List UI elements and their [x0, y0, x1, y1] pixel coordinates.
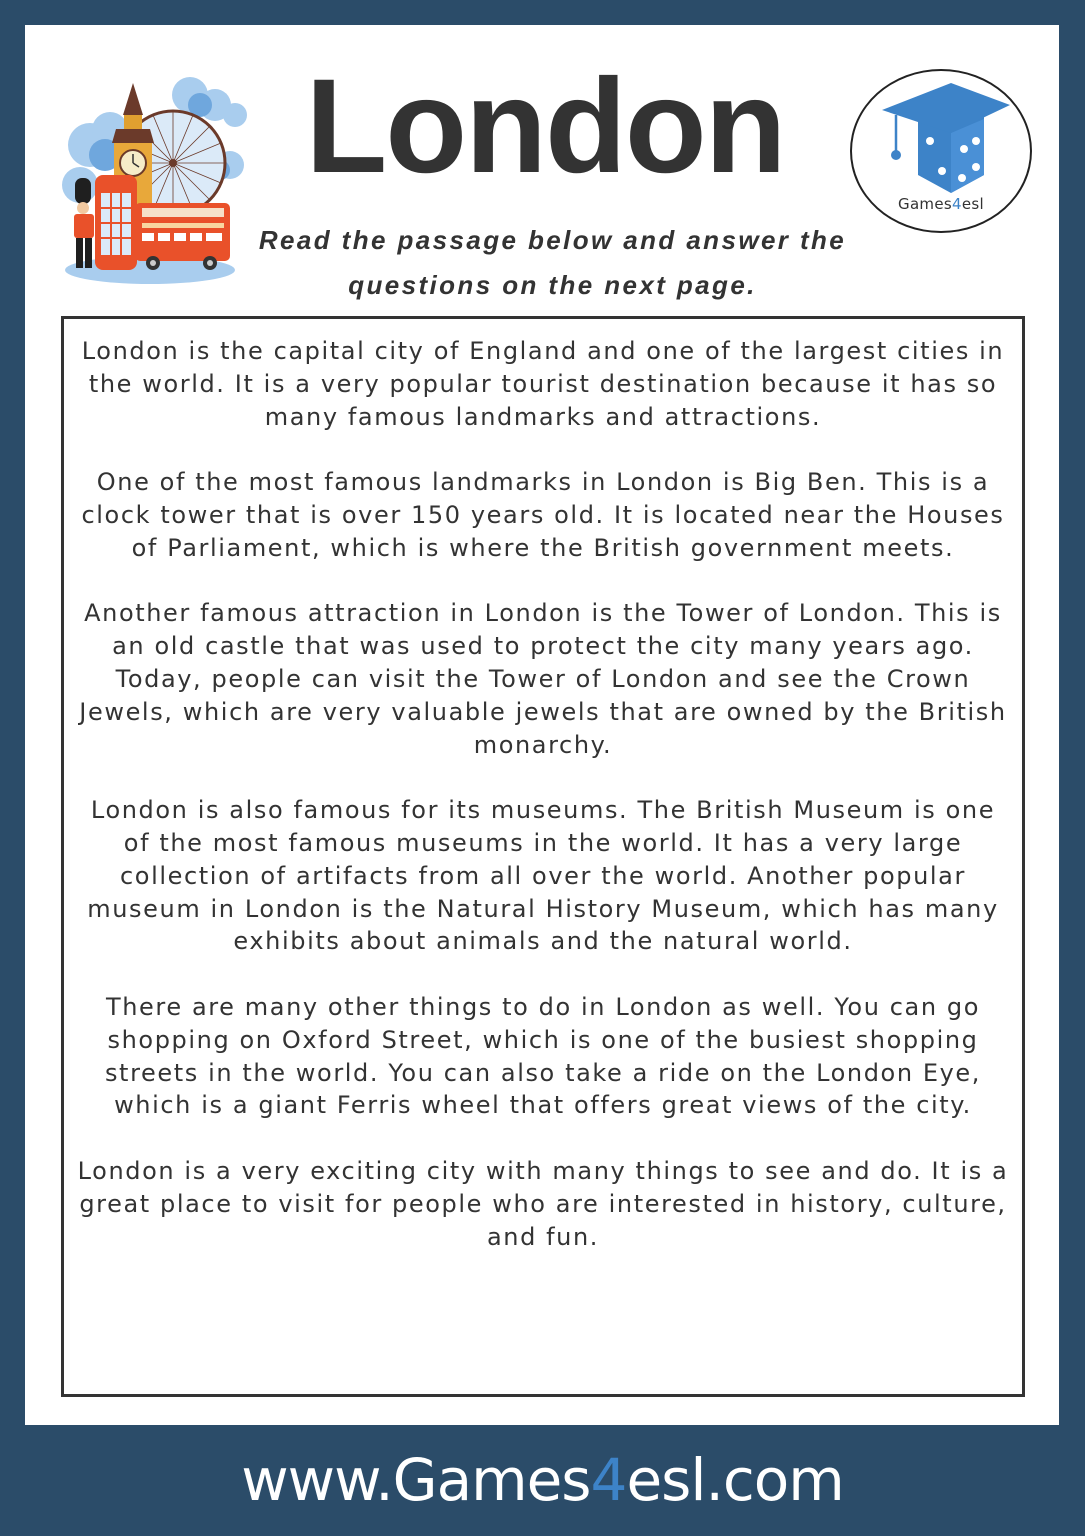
page-title: London: [305, 52, 785, 201]
footer-url-four: 4: [590, 1446, 627, 1514]
reading-passage-box: [61, 316, 1025, 1397]
london-illustration-icon: [50, 75, 250, 285]
passage-paragraph-3: Another famous attraction in London is the Tower of London. This is an old castle that was used to protect the city many years ago. Today, people can visit the Tower of London and see the Crown Jewels, which are very valuable jewels that are owned by the British monarchy.: [79, 599, 1007, 759]
logo-text-games: Games: [898, 195, 952, 213]
passage-paragraph-5: There are many other things to do in London as well. You can go shopping on Oxford Street, which is one of the busiest shopping streets in the world. You can also take a ride on the London Eye, which is a giant Ferris wheel that offers great views of the city.: [104, 992, 982, 1120]
graduation-cap-dice-icon: [872, 75, 1010, 195]
footer-url-prefix: www.Games: [241, 1446, 591, 1514]
footer-url-suffix: esl.com: [626, 1446, 844, 1514]
logo-text-esl: esl: [961, 195, 984, 213]
passage-paragraph-2: One of the most famous landmarks in London is Big Ben. This is a clock tower that is over 150 years old. It is located near the Houses of Parliament, which is where the British government meets.: [81, 468, 1005, 562]
passage-paragraph-1: London is the capital city of England and one of the largest cities in the world. It is a very popular tourist destination because it has so many famous landmarks and attractions.: [81, 337, 1005, 431]
passage-paragraph-6: London is a very exciting city with many things to see and do. It is a great place to visit for people who are interested in history, culture, and fun.: [77, 1156, 1009, 1251]
games4esl-logo[interactable]: [850, 69, 1032, 233]
logo-text-four: 4: [952, 195, 962, 213]
london-landmarks-illustration: [50, 75, 250, 285]
logo-text: [852, 195, 1030, 213]
reading-passage: [64, 335, 1022, 1253]
instructions-text: Read the passage below and answer the questions on the next page.: [258, 225, 847, 300]
passage-paragraph-4: London is also famous for its museums. The British Museum is one of the most famous museums in the world. It has a very large collection of artifacts from all over the world. Another popular museum in London is the Natural History Museum, which has many exhibits about animals and the natural world.: [87, 796, 999, 956]
footer-website-link[interactable]: [0, 1448, 1085, 1512]
